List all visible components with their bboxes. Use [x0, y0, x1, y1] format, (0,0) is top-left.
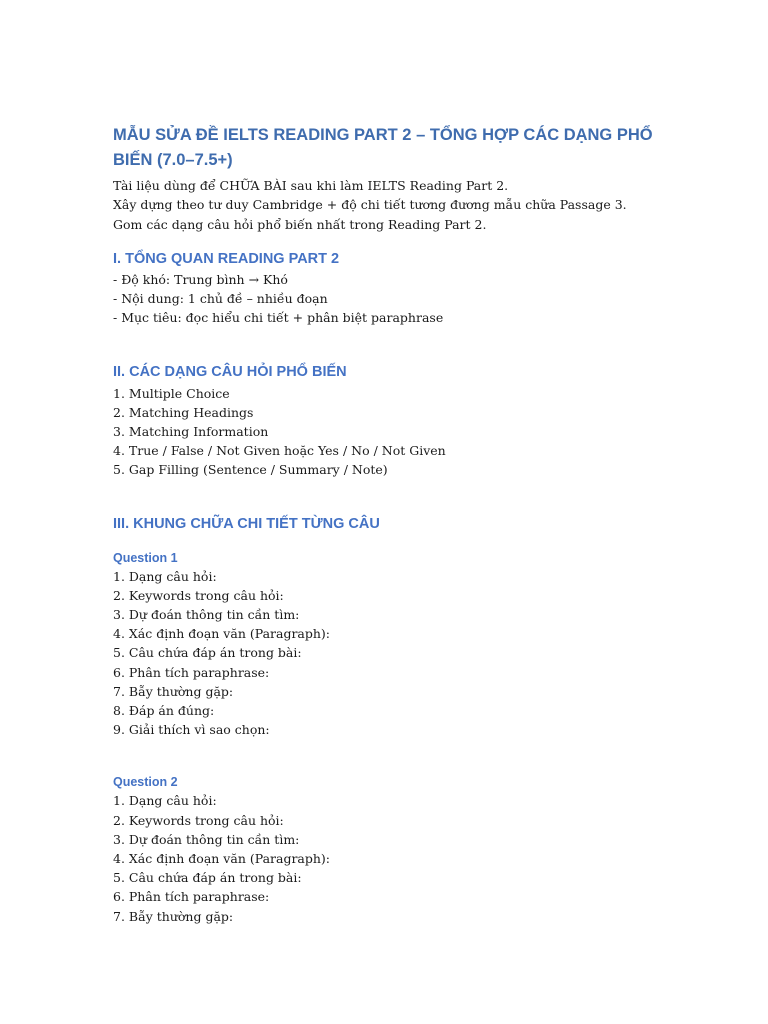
intro-line: Gom các dạng câu hỏi phổ biến nhất trong Reading Part 2. — [113, 216, 487, 232]
list-item: 5. Gap Filling (Sentence / Summary / Note) — [113, 462, 388, 478]
question-1-heading: Question 1 — [113, 550, 178, 565]
intro-line: Xây dựng theo tư duy Cambridge + độ chi tiết tương đương mẫu chữa Passage 3. — [113, 197, 627, 213]
list-item: - Nội dung: 1 chủ đề – nhiều đoạn — [113, 291, 328, 307]
list-item: 7. Bẫy thường gặp: — [113, 908, 234, 924]
list-item: 3. Matching Information — [113, 423, 269, 439]
question-1-list — [113, 567, 673, 740]
list-item: 1. Dạng câu hỏi: — [113, 568, 217, 584]
question-types-list — [113, 384, 673, 480]
list-item: 4. Xác định đoạn văn (Paragraph): — [113, 850, 331, 866]
list-item: 1. Dạng câu hỏi: — [113, 793, 217, 809]
list-item: 4. Xác định đoạn văn (Paragraph): — [113, 626, 331, 642]
document-title: MẪU SỬA ĐỀ IELTS READING PART 2 – TỔNG HỢP CÁC DẠNG PHỔ BIẾN (7.0–7.5+) — [113, 126, 653, 169]
list-item: 1. Multiple Choice — [113, 385, 230, 401]
intro-line: Tài liệu dùng để CHỮA BÀI sau khi làm IELTS Reading Part 2. — [113, 178, 509, 193]
list-item: 7. Bẫy thường gặp: — [113, 683, 234, 699]
list-item: - Mục tiêu: đọc hiểu chi tiết + phân biệt paraphrase — [113, 310, 444, 326]
list-item: 5. Câu chứa đáp án trong bài: — [113, 645, 302, 661]
intro-block — [113, 176, 673, 234]
list-item: 6. Phân tích paraphrase: — [113, 889, 270, 905]
question-2-list — [113, 791, 673, 925]
list-item: 4. True / False / Not Given hoặc Yes / No / Not Given — [113, 443, 446, 459]
document-body — [113, 123, 673, 926]
list-item: 5. Câu chứa đáp án trong bài: — [113, 870, 302, 886]
overview-list — [113, 270, 673, 328]
list-item: 9. Giải thích vì sao chọn: — [113, 722, 270, 738]
list-item: 6. Phân tích paraphrase: — [113, 664, 270, 680]
question-2-heading: Question 2 — [113, 775, 178, 790]
list-item: 2. Matching Headings — [113, 404, 254, 420]
section-heading-question-types: II. CÁC DẠNG CÂU HỎI PHỔ BIẾN — [113, 363, 347, 380]
list-item: 2. Keywords trong câu hỏi: — [113, 812, 284, 828]
list-item: 2. Keywords trong câu hỏi: — [113, 587, 284, 603]
list-item: 8. Đáp án đúng: — [113, 702, 215, 718]
list-item: - Độ khó: Trung bình → Khó — [113, 271, 288, 287]
list-item: 3. Dự đoán thông tin cần tìm: — [113, 606, 300, 622]
section-heading-detail-framework: III. KHUNG CHỮA CHI TIẾT TỪNG CÂU — [113, 515, 380, 532]
list-item: 3. Dự đoán thông tin cần tìm: — [113, 831, 300, 847]
section-heading-overview: I. TỔNG QUAN READING PART 2 — [113, 250, 340, 267]
